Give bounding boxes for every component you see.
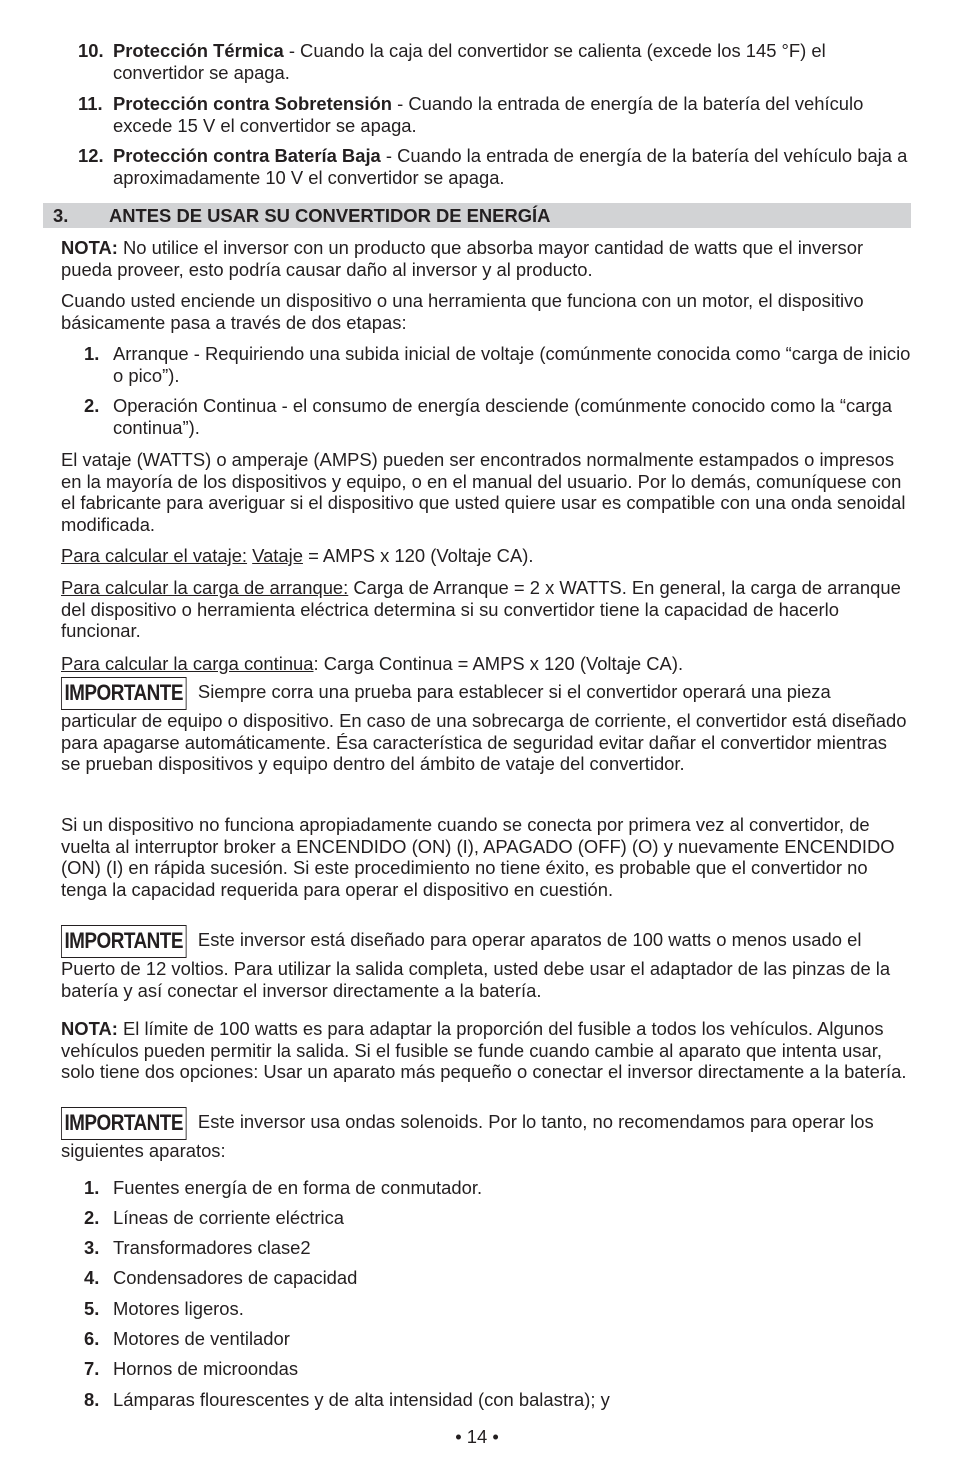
item-number: 12. xyxy=(78,145,104,166)
reset-paragraph: Si un dispositivo no funciona apropiadamente cuando se conecta por primera vez al convertidor, de vuelta al interruptor broker a ENCENDIDO (ON) (I), APAGADO (OFF) (O) y nuevamente ENCENDIDO (ON) (I) en rápida sucesión. Si este procedimiento no tiene éxito, es probable que el convertidor no tenga la capacidad requerida para operar el dispositivo en cuestión. xyxy=(61,814,895,900)
item-title: Protección Térmica xyxy=(113,40,284,61)
section-number: 3. xyxy=(53,205,69,226)
protection-item-thermal xyxy=(78,40,918,83)
calc-watts-heading: Para calcular el vataje: xyxy=(61,545,248,566)
item-text: Arranque - Requiriendo una subida inicial de voltaje (comúnmente conocida como “carga de inicio o pico”). xyxy=(113,343,911,386)
list-item xyxy=(84,1358,914,1380)
list-item xyxy=(84,1389,914,1411)
item-text: - Cuando la entrada de energía de la batería del vehículo baja a aproximadamente 10 V el convertidor se apaga. xyxy=(113,145,908,188)
note-label: NOTA: xyxy=(61,1018,118,1039)
important-text: Siempre corra una prueba para establecer si el convertidor operará una pieza particular de equipo o dispositivo. En caso de una sobrecarga de corriente, el convertidor está diseñado para apagarse automáticamente. Ésa característica de seguridad evitar dañar el convertidor mientras se prueban dispositivos y equipo dentro del ámbito de vataje del convertidor. xyxy=(61,681,907,775)
calc-watts-term: Vataje xyxy=(252,545,303,566)
item-title: Protección contra Batería Baja xyxy=(113,145,381,166)
item-text: Lámparas flourescentes y de alta intensidad (con balastra); y xyxy=(113,1389,610,1410)
item-number: 7. xyxy=(84,1358,100,1379)
watts-paragraph: El vataje (WATTS) o amperaje (AMPS) pueden ser encontrados normalmente estampados o impresos en la mayoría de los dispositivos y equipo, o en el manual del usuario. Por lo demás, comuníquese con el fabricante para averiguar si el dispositivo que usted quiere usar es compatible con una onda senoidal modificada. xyxy=(61,449,906,535)
item-title: Protección contra Sobretensión xyxy=(113,93,392,114)
calc-start-heading: Para calcular la carga de arranque: xyxy=(61,577,349,598)
list-item xyxy=(84,1177,914,1199)
item-number: 11. xyxy=(78,93,103,114)
stage-item-start xyxy=(84,343,914,386)
list-item xyxy=(84,1207,914,1229)
note-paragraph-1 xyxy=(61,237,911,280)
stage-item-continuous xyxy=(84,395,914,438)
note-label: NOTA: xyxy=(61,237,118,258)
calc-start-paragraph xyxy=(61,577,911,642)
list-item xyxy=(84,1237,914,1259)
section-header xyxy=(43,203,911,228)
protection-item-low-battery xyxy=(78,145,918,188)
calc-cont-text: : Carga Continua = AMPS x 120 (Voltaje CA). xyxy=(313,653,684,674)
page-number: • 14 • xyxy=(455,1426,499,1447)
protection-item-overvoltage xyxy=(78,93,918,136)
item-text: - Cuando la entrada de energía de la batería del vehículo excede 15 V el convertidor se apaga. xyxy=(113,93,864,136)
item-number: 6. xyxy=(84,1328,100,1349)
note-text: El límite de 100 watts es para adaptar la proporción del fusible a todos los vehículos. Algunos vehículos pueden permitir la salida. Si el fusible se funde cuando cambie al aparato que intenta usar, solo tiene dos opciones: Usar un aparato más pequeño o conectar el inversor directamente a la batería. xyxy=(61,1018,907,1083)
important-badge: IMPORTANTE xyxy=(61,1107,186,1140)
item-number: 1. xyxy=(84,343,100,364)
item-number: 4. xyxy=(84,1267,100,1288)
calc-cont-heading: Para calcular la carga continua xyxy=(61,653,314,674)
item-number: 5. xyxy=(84,1298,100,1319)
item-text: Hornos de microondas xyxy=(113,1358,299,1379)
item-number: 8. xyxy=(84,1389,100,1410)
item-number: 10. xyxy=(78,40,104,61)
item-number: 2. xyxy=(84,1207,100,1228)
list-item xyxy=(84,1328,914,1350)
calc-start-text: Carga de Arranque = 2 x WATTS. En general, la carga de arranque del dispositivo o herramienta eléctrica determina si su convertidor tiene la capacidad de hacerlo funcionar. xyxy=(61,577,901,642)
calc-cont-paragraph xyxy=(61,653,911,675)
list-item xyxy=(84,1298,914,1320)
note-text: No utilice el inversor con un producto que absorba mayor cantidad de watts que el inversor pueda proveer, esto podría causar daño al inversor y al producto. xyxy=(61,237,864,280)
important-paragraph-1 xyxy=(61,677,911,775)
note-paragraph-2 xyxy=(61,1018,911,1083)
important-badge: IMPORTANTE xyxy=(61,677,186,710)
important-text: Este inversor usa ondas solenoids. Por lo tanto, no recomendamos para operar los siguientes aparatos: xyxy=(61,1111,874,1161)
item-text: Motores de ventilador xyxy=(113,1328,290,1349)
item-number: 2. xyxy=(84,395,100,416)
important-text: Este inversor está diseñado para operar aparatos de 100 watts o menos usado el Puerto de 12 voltios. Para utilizar la salida completa, usted debe usar el adaptador de las pinzas de la batería y así conectar el inversor directamente a la batería. xyxy=(61,929,891,1001)
item-number: 3. xyxy=(84,1237,100,1258)
item-text: Condensadores de capacidad xyxy=(113,1267,358,1288)
item-text: Líneas de corriente eléctrica xyxy=(113,1207,345,1228)
item-text: - Cuando la caja del convertidor se calienta (excede los 145 °F) el convertidor se apaga. xyxy=(113,40,826,83)
item-text: Transformadores clase2 xyxy=(113,1237,311,1258)
item-text: Fuentes energía de en forma de conmutador. xyxy=(113,1177,483,1198)
important-paragraph-2 xyxy=(61,925,911,1001)
item-number: 1. xyxy=(84,1177,100,1198)
section-title: ANTES DE USAR SU CONVERTIDOR DE ENERGÍA xyxy=(109,205,551,226)
calc-watts-paragraph xyxy=(61,545,911,567)
list-item xyxy=(84,1267,914,1289)
important-paragraph-3 xyxy=(61,1107,911,1162)
calc-watts-text: = AMPS x 120 (Voltaje CA). xyxy=(302,545,534,566)
item-text: Operación Continua - el consumo de energía desciende (comúnmente conocido como la “carga continua”). xyxy=(113,395,892,438)
important-badge: IMPORTANTE xyxy=(61,925,186,958)
intro-paragraph: Cuando usted enciende un dispositivo o una herramienta que funciona con un motor, el dispositivo básicamente pasa a través de dos etapas: xyxy=(61,290,864,333)
item-text: Motores ligeros. xyxy=(113,1298,244,1319)
